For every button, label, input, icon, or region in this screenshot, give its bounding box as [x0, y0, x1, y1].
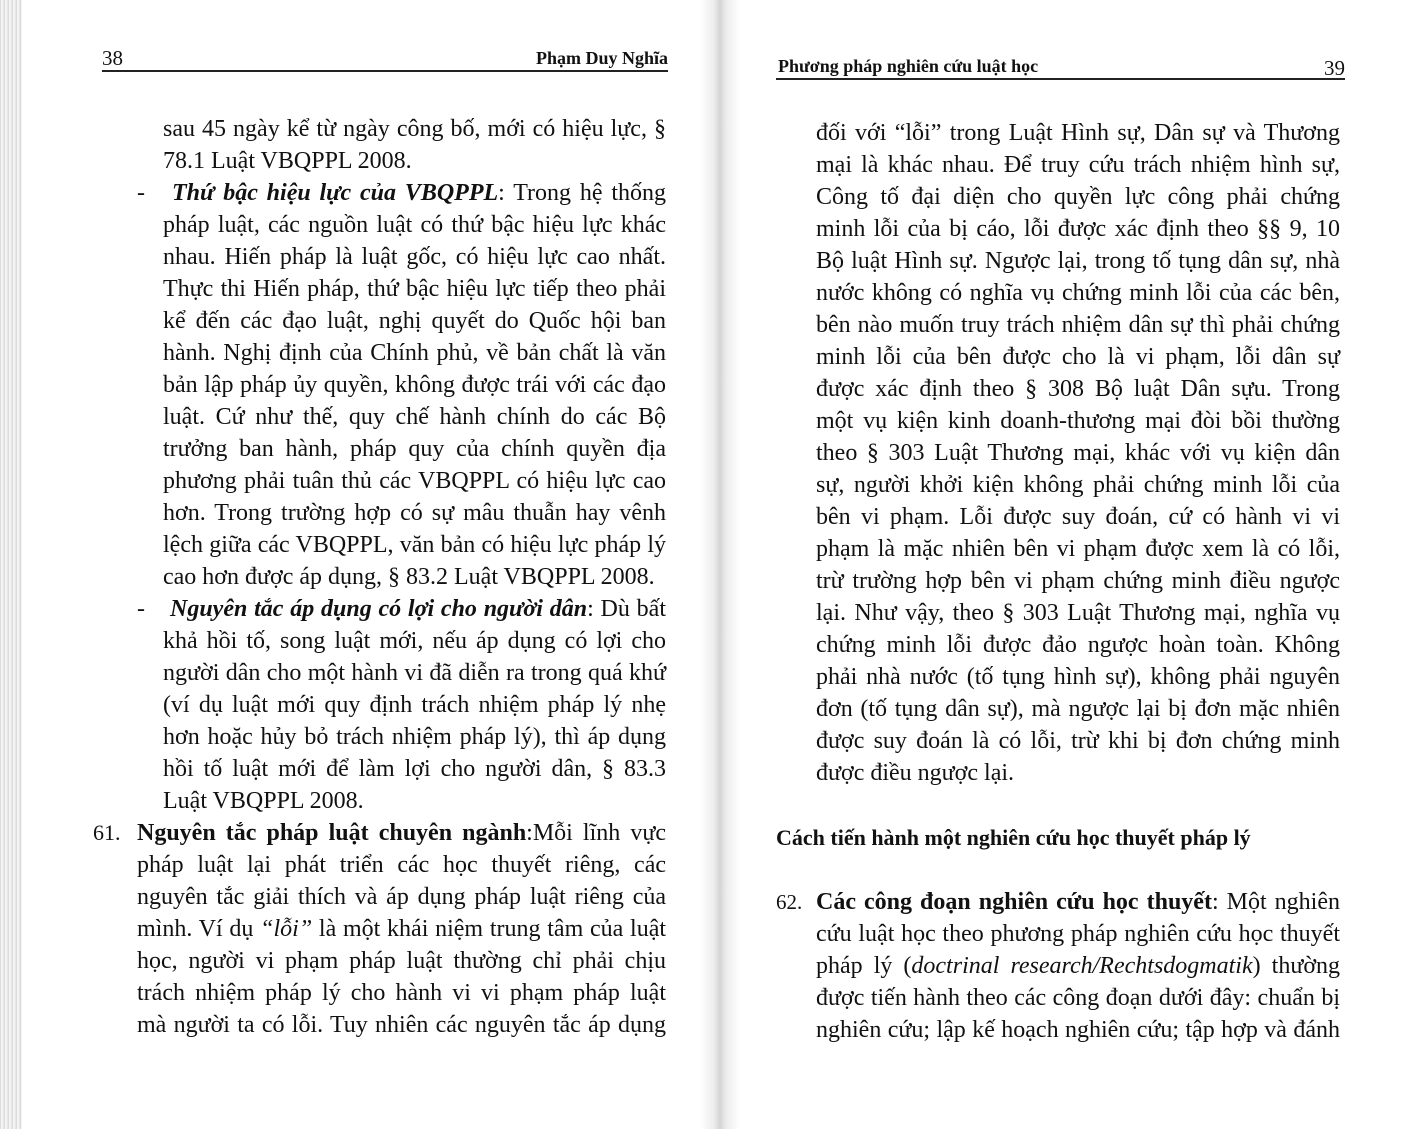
running-head-author: Phạm Duy Nghĩa — [535, 48, 668, 68]
text-line: Bộ luật Hình sự. Ngược lại, trong tố tụng dân sự, nhà — [816, 248, 1340, 274]
text-line: nước không có nghĩa vụ chứng minh lỗi của các bên, — [816, 280, 1340, 306]
text-line: minh lỗi của bị cáo, lỗi được xác định theo §§ 9, 10 — [816, 216, 1340, 242]
text-line: nguyên tắc giải thích và áp dụng pháp luật riêng của — [137, 884, 666, 910]
text-line: luật. Cứ như thế, quy chế hành chính do các Bộ — [163, 404, 666, 430]
text-line: mại là khác nhau. Để truy cứu trách nhiệm hình sự, — [816, 152, 1340, 178]
text-span: pháp lý ( — [816, 953, 912, 979]
text-line: kể đến các đạo luật, nghị quyết do Quốc hội ban — [163, 308, 666, 334]
term-fault: “lỗi” — [260, 916, 313, 942]
text-line: lệch giữa các VBQPPL, văn bản có hiệu lực pháp lý — [163, 532, 666, 558]
book-gutter — [700, 0, 740, 1129]
text-line: học, người vi phạm pháp luật thường chỉ phải chịu — [137, 948, 666, 974]
text-line: được xác định theo § 308 Bộ luật Dân sựu. Trong — [816, 376, 1340, 402]
text-line: một vụ kiện kinh doanh-thương mại đòi bồi thường — [816, 408, 1340, 434]
text-line: theo § 303 Luật Thương mại, khác với vụ kiện dân — [816, 440, 1340, 466]
text-line: Công tố đại diện cho quyền lực công phải chứng — [816, 184, 1340, 210]
text-line: đối với “lỗi” trong Luật Hình sự, Dân sự và Thương — [816, 120, 1340, 146]
text-line — [816, 886, 1340, 918]
right-page-header — [776, 50, 1345, 80]
text-line: sự, người khởi kiện không phải chứng minh lỗi của — [816, 472, 1340, 498]
text-line: phương phải tuân thủ các VBQPPL có hiệu lực cao — [163, 468, 666, 494]
text-line: bên vi phạm. Lỗi được suy đoán, cứ có hành vi vi — [816, 504, 1340, 530]
text-span: ) thường — [1252, 953, 1341, 979]
page-number-left: 38 — [102, 46, 123, 70]
text-line: người dân cho một hành vi đã diễn ra trong quá khứ — [163, 660, 666, 686]
text-line: pháp luật lại phát triển các học thuyết riêng, các — [137, 852, 666, 878]
text-line — [816, 950, 1340, 982]
text-line: hành. Nghị định của Chính phủ, về bản chất là văn — [163, 340, 666, 366]
text-line: mà người ta có lỗi. Tuy nhiên các nguyên tắc áp dụng — [137, 1012, 666, 1038]
bullet-dash: - — [137, 180, 145, 206]
left-page — [0, 0, 700, 1129]
text-line: minh lỗi của bên được cho là vi phạm, lỗi dân sự — [816, 344, 1340, 370]
text-span: :Mỗi lĩnh vực — [526, 820, 667, 846]
text-line: Thực thi Hiến pháp, thứ bậc hiệu lực tiếp theo phải — [163, 276, 666, 302]
text-line: lại. Như vậy, theo § 303 Luật Thương mại, nghĩa vụ — [816, 600, 1340, 626]
text-span: : Dù bất — [587, 596, 666, 622]
text-line: phạm là mặc nhiên bên vi phạm được xem là có lỗi, — [816, 536, 1340, 562]
text-line: bản lập pháp ủy quyền, không được trái với các đạo — [163, 372, 666, 398]
term-favorable-principle: Nguyên tắc áp dụng có lợi cho người dân — [170, 596, 588, 622]
left-page-header — [102, 42, 668, 72]
text-line: cao hơn được áp dụng, § 83.2 Luật VBQPPL 2008. — [163, 564, 655, 590]
item-number-61: 61. — [93, 820, 121, 845]
text-line: pháp luật, các nguồn luật có thứ bậc hiệu lực khác — [163, 212, 666, 238]
text-span: : Một nghiên — [1211, 889, 1341, 915]
text-line: bên nào muốn truy trách nhiệm dân sự thì phải chứng — [816, 312, 1340, 338]
term-doctrinal-research: doctrinal research/Rechtsdogmatik — [911, 953, 1253, 979]
text-line: phải nhà nước (tố tụng hình sự), không phải nguyên — [816, 664, 1340, 690]
text-line: 78.1 Luật VBQPPL 2008. — [163, 148, 412, 174]
text-line: cứu luật học theo phương pháp nghiên cứu học thuyết — [816, 921, 1340, 947]
term-research-stages: Các công đoạn nghiên cứu học thuyết — [816, 889, 1212, 915]
text-line: hơn hoặc hủy bỏ trách nhiệm pháp lý), thì áp dụng — [163, 724, 666, 750]
text-line: trách nhiệm pháp lý cho hành vi vi phạm pháp luật — [137, 980, 666, 1006]
text-line: hơn. Trong trường hợp có sự mâu thuẫn hay vênh — [163, 500, 666, 526]
page-number-right: 39 — [1324, 56, 1345, 80]
text-line: khả hồi tố, song luật mới, nếu áp dụng có lợi cho — [163, 628, 666, 654]
text-line: nhau. Hiến pháp là luật gốc, có hiệu lực cao nhất. — [163, 244, 666, 270]
text-line: hồi tố luật mới để làm lợi cho người dân, § 83.3 — [163, 756, 666, 782]
text-span: mình. Ví dụ — [137, 916, 261, 942]
text-line: sau 45 ngày kể từ ngày công bố, mới có hiệu lực, § — [163, 116, 666, 142]
item-number-62: 62. — [776, 890, 803, 914]
text-span: là một khái niệm trung tâm của luật — [312, 916, 667, 942]
text-line: được tiến hành theo các công đoạn dưới đây: chuẩn bị — [816, 985, 1340, 1011]
text-line: trừ trường hợp bên vi phạm chứng minh điều ngược — [816, 568, 1340, 594]
text-line: được điều ngược lại. — [816, 760, 1015, 786]
text-span: : Trong hệ thống — [498, 180, 666, 206]
running-head-title: Phương pháp nghiên cứu luật học — [778, 56, 1039, 76]
text-line — [137, 913, 666, 945]
text-line: trưởng ban hành, pháp quy của chính quyền địa — [163, 436, 666, 462]
right-page — [740, 0, 1415, 1129]
term-hierarchy: Thứ bậc hiệu lực của VBQPPL — [172, 180, 499, 206]
text-line: đơn (tố tụng dân sự), mà ngược lại bị đơn mặc nhiên — [816, 696, 1340, 722]
text-line: chứng minh lỗi được đảo ngược hoàn toàn. Không — [816, 632, 1340, 658]
text-line: được suy đoán là có lỗi, trừ khi bị đơn chứng minh — [816, 728, 1340, 754]
section-heading: Cách tiến hành một nghiên cứu học thuyết pháp lý — [776, 825, 1251, 850]
text-line — [172, 177, 666, 209]
text-line: (ví dụ luật mới quy định trách nhiệm pháp lý nhẹ — [163, 692, 666, 718]
term-specialized-law: Nguyên tắc pháp luật chuyên ngành — [137, 820, 527, 846]
text-line — [137, 817, 666, 849]
bullet-dash: - — [137, 596, 145, 622]
text-line: Luật VBQPPL 2008. — [163, 788, 364, 814]
text-line: nghiên cứu; lập kế hoạch nghiên cứu; tập hợp và đánh — [816, 1017, 1340, 1043]
text-line — [170, 593, 666, 625]
